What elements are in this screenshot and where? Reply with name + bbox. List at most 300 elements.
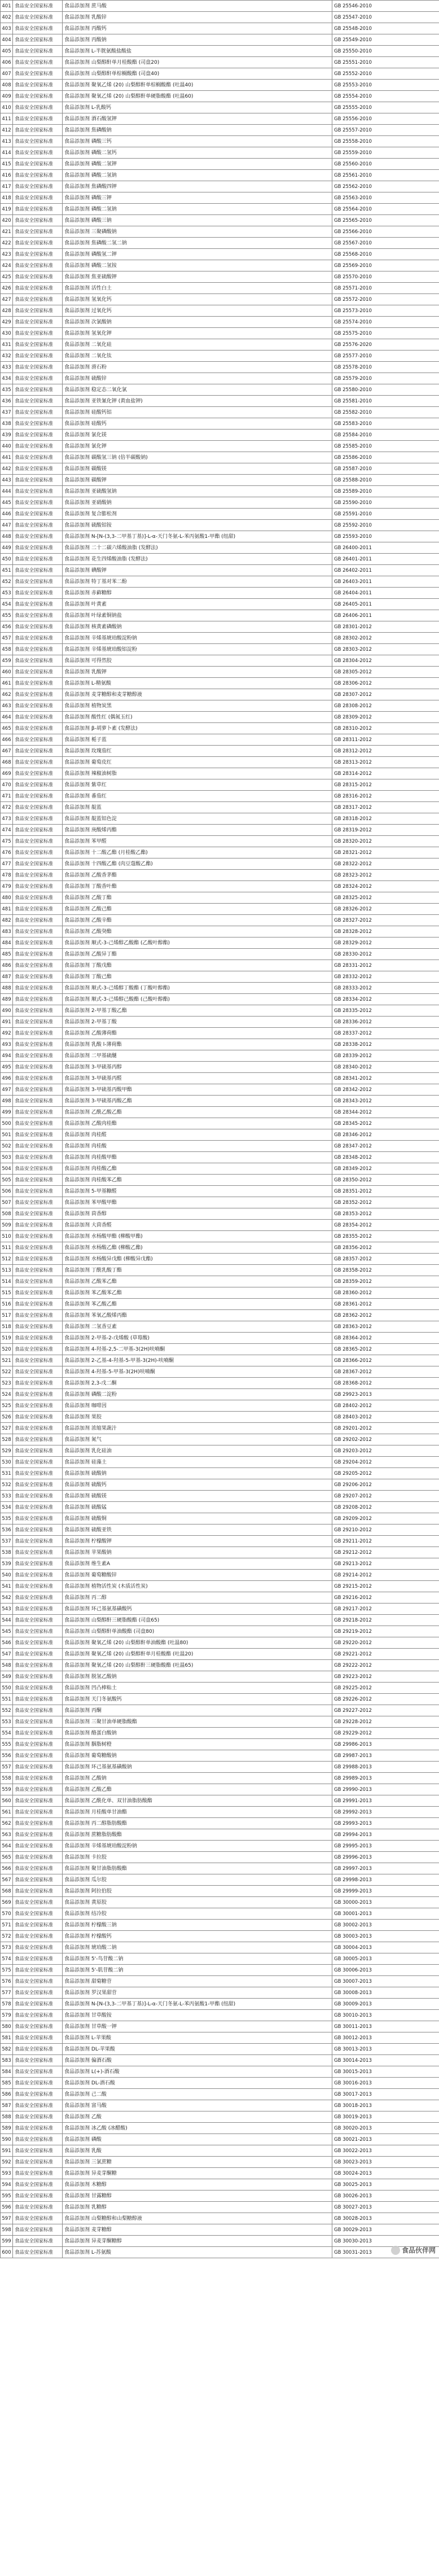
name-prefix: 食品添加剂	[64, 1470, 90, 1477]
table-row	[1, 1118, 439, 1129]
table-row	[1, 1841, 439, 1852]
additive-name: 聚氧乙烯 (20) 山梨醇酐单月桂酸酯 (吐温20)	[91, 1651, 194, 1657]
table-row	[1, 2179, 439, 2191]
name-prefix: 食品添加剂	[64, 2114, 90, 2120]
name-prefix: 食品添加剂	[64, 1617, 90, 1623]
additive-name: 肉桂酸甲酯	[91, 1154, 117, 1160]
row-number: 479	[1, 881, 13, 892]
standard-code: GB 28307-2012	[332, 689, 439, 700]
watermark-text: 食品伙伴网	[401, 2246, 436, 2254]
table-row	[1, 757, 439, 768]
table-row	[1, 1310, 439, 1321]
standard-name	[63, 2032, 332, 2044]
additive-name: 4-羟基-5-甲基-3(2H)呋喃酮	[91, 1369, 155, 1375]
table-row	[1, 1762, 439, 1773]
table-row	[1, 1073, 439, 1084]
table-row	[1, 960, 439, 971]
additive-name: 葡萄糖酸锌	[91, 1572, 117, 1578]
standard-name	[63, 531, 332, 542]
row-number: 489	[1, 994, 13, 1005]
standard-name	[63, 1863, 332, 1874]
standard-name	[63, 1852, 332, 1863]
standard-name	[63, 283, 332, 294]
name-prefix: 食品添加剂	[64, 646, 90, 652]
additive-name: β-胡萝卜素 (发酵法)	[91, 725, 138, 731]
standard-code: GB 28303-2012	[332, 644, 439, 655]
row-number: 584	[1, 2066, 13, 2078]
standard-name	[63, 2168, 332, 2179]
standard-name	[63, 373, 332, 384]
standard-category: 食品安全国家标准	[13, 1378, 63, 1389]
name-prefix: 食品添加剂	[64, 319, 90, 325]
standard-name	[63, 983, 332, 994]
table-row	[1, 1208, 439, 1220]
table-row	[1, 1378, 439, 1389]
standard-category: 食品安全国家标准	[13, 351, 63, 362]
standard-name	[63, 1581, 332, 1592]
standard-category: 食品安全国家标准	[13, 1829, 63, 1841]
name-prefix: 食品添加剂	[64, 1222, 90, 1228]
additive-name: 葡萄皮红	[91, 759, 112, 765]
row-number: 425	[1, 271, 13, 283]
standard-name	[63, 91, 332, 102]
table-row	[1, 1671, 439, 1683]
additive-name: 丙酸钙	[91, 25, 107, 32]
table-row	[1, 1513, 439, 1524]
name-prefix: 食品添加剂	[64, 217, 90, 224]
row-number: 552	[1, 1705, 13, 1716]
additive-name: 乳糖醇	[91, 2204, 107, 2210]
row-number: 404	[1, 34, 13, 46]
table-row	[1, 102, 439, 113]
row-number: 599	[1, 2236, 13, 2247]
name-prefix: 食品添加剂	[64, 1278, 90, 1285]
standard-name	[63, 80, 332, 91]
standard-category: 食品安全国家标准	[13, 1084, 63, 1096]
table-row	[1, 1750, 439, 1762]
table-row	[1, 644, 439, 655]
table-row	[1, 2191, 439, 2202]
row-number: 437	[1, 407, 13, 418]
additive-name: 硫酸钠	[91, 1470, 107, 1477]
table-row	[1, 588, 439, 599]
row-number: 424	[1, 260, 13, 271]
standard-category: 食品安全国家标准	[13, 463, 63, 475]
row-number: 490	[1, 1005, 13, 1017]
row-number: 480	[1, 892, 13, 904]
row-number: 450	[1, 554, 13, 565]
name-prefix: 食品添加剂	[64, 1504, 90, 1510]
row-number: 537	[1, 1536, 13, 1547]
row-number: 412	[1, 125, 13, 136]
additive-name: 2-甲基丁酸	[91, 1019, 117, 1025]
additive-name: 乙酸癸酯	[91, 928, 112, 935]
name-prefix: 食品添加剂	[64, 579, 90, 585]
standard-name	[63, 1942, 332, 1953]
additive-name: 焦磷酸钠	[91, 127, 112, 133]
standard-code: GB 29993-2013	[332, 1818, 439, 1829]
standard-code: GB 26406-2011	[332, 610, 439, 621]
additive-name: 咖啡因	[91, 1403, 107, 1409]
table-row	[1, 1942, 439, 1953]
standard-code: GB 25548-2010	[332, 23, 439, 34]
standard-code: GB 30011-2013	[332, 2021, 439, 2032]
name-prefix: 食品添加剂	[64, 1267, 90, 1273]
additive-name: 冰乙酸 (冰醋酸)	[91, 2125, 128, 2131]
table-row	[1, 486, 439, 497]
additive-name: 过氧化钙	[91, 308, 112, 314]
name-prefix: 食品添加剂	[64, 2125, 90, 2131]
name-prefix: 食品添加剂	[64, 296, 90, 303]
standard-name	[63, 125, 332, 136]
standard-code: GB 30027-2013	[332, 2202, 439, 2213]
additive-name: 十二酸乙酯 (月桂酸乙酯)	[91, 849, 148, 856]
standard-name	[63, 621, 332, 633]
standard-code: GB 25593-2010	[332, 531, 439, 542]
additive-name: 山梨糖醇和山梨糖醇液	[91, 2215, 142, 2222]
name-prefix: 食品添加剂	[64, 974, 90, 980]
table-row	[1, 633, 439, 644]
standard-category: 食品安全国家标准	[13, 1942, 63, 1953]
standard-code: GB 25590-2010	[332, 497, 439, 509]
row-number: 580	[1, 2021, 13, 2032]
additive-name: 月桂酸单甘油酯	[91, 1809, 127, 1815]
additive-name: 甘露糖醇	[91, 2193, 112, 2199]
standard-category: 食品安全国家标准	[13, 486, 63, 497]
standard-name	[63, 2213, 332, 2224]
standard-category: 食品安全国家标准	[13, 1886, 63, 1897]
row-number: 442	[1, 463, 13, 475]
name-prefix: 食品添加剂	[64, 1730, 90, 1736]
additive-name: 丙二醇脂肪酸酯	[91, 1820, 127, 1826]
row-number: 558	[1, 1773, 13, 1784]
standard-category: 食品安全国家标准	[13, 226, 63, 238]
additive-name: N-[N-(3,3-二甲基丁基)]-L-α-天门冬氨-L-苯丙氨酸1-甲酯 (纽甜)	[91, 533, 236, 540]
additive-name: 乙酰化单、双甘油脂肪酸酯	[91, 1798, 152, 1804]
standard-category: 食品安全国家标准	[13, 1863, 63, 1874]
watermark-icon	[391, 2246, 400, 2255]
standard-category: 食品安全国家标准	[13, 2078, 63, 2089]
row-number: 536	[1, 1524, 13, 1536]
standard-code: GB 25570-2010	[332, 271, 439, 283]
name-prefix: 食品添加剂	[64, 274, 90, 280]
standard-code: GB 28325-2012	[332, 892, 439, 904]
additive-name: 靛蓝铝色淀	[91, 816, 117, 822]
additive-name: 丁酰乳酸丁酯	[91, 1267, 122, 1273]
row-number: 432	[1, 351, 13, 362]
row-number: 540	[1, 1570, 13, 1581]
additive-name: 3-甲硫基丙酸甲酯	[91, 1087, 132, 1093]
standard-code: GB 28333-2012	[332, 983, 439, 994]
standard-category: 食品安全国家标准	[13, 610, 63, 621]
row-number: 496	[1, 1073, 13, 1084]
standard-category: 食品安全国家标准	[13, 904, 63, 915]
table-row	[1, 1592, 439, 1604]
name-prefix: 食品添加剂	[64, 25, 90, 32]
table-row	[1, 305, 439, 317]
standard-category: 食品安全国家标准	[13, 260, 63, 271]
additive-name: 二氧化硅	[91, 341, 112, 348]
table-row	[1, 2134, 439, 2145]
standard-name	[63, 825, 332, 836]
standard-name	[63, 655, 332, 667]
row-number: 457	[1, 633, 13, 644]
additive-name: 亚硝酸钠	[91, 500, 112, 506]
standard-code: GB 26400-2011	[332, 542, 439, 554]
standard-name	[63, 1265, 332, 1276]
standard-category: 食品安全国家标准	[13, 1039, 63, 1050]
additive-name: 磷酸二氢钙	[91, 150, 117, 156]
standard-category: 食品安全国家标准	[13, 1355, 63, 1366]
additive-name: 硅藻土	[91, 1459, 107, 1465]
name-prefix: 食品添加剂	[64, 2023, 90, 2030]
standard-name	[63, 1649, 332, 1660]
standard-category: 食品安全国家标准	[13, 1321, 63, 1333]
additive-name: 亚铁氰化钾 (黄血盐钾)	[91, 398, 143, 404]
row-number: 464	[1, 712, 13, 723]
name-prefix: 食品添加剂	[64, 251, 90, 257]
standard-category: 食品安全国家标准	[13, 497, 63, 509]
standard-category: 食品安全国家标准	[13, 2044, 63, 2055]
additive-name: 苯甲醛	[91, 838, 107, 844]
standard-category: 食品安全国家标准	[13, 1728, 63, 1739]
standard-code: GB 25589-2010	[332, 486, 439, 497]
standard-name	[63, 1175, 332, 1186]
row-number: 402	[1, 12, 13, 23]
name-prefix: 食品添加剂	[64, 680, 90, 686]
standard-category: 食品安全国家标准	[13, 1716, 63, 1728]
name-prefix: 食品添加剂	[64, 2091, 90, 2097]
name-prefix: 食品添加剂	[64, 2204, 90, 2210]
standard-category: 食品安全国家标准	[13, 2123, 63, 2134]
standard-category: 食品安全国家标准	[13, 328, 63, 339]
name-prefix: 食品添加剂	[64, 364, 90, 370]
additive-name: 罗汉果甜苷	[91, 1990, 117, 1996]
standard-name	[63, 384, 332, 396]
additive-name: 山梨醇酐单油酸酯 (司盘80)	[91, 1628, 155, 1635]
additive-name: 茴香醇	[91, 1211, 107, 1217]
additive-name: L(+)-酒石酸	[91, 2069, 120, 2075]
name-prefix: 食品添加剂	[64, 612, 90, 619]
table-row	[1, 847, 439, 858]
additive-name: 甜菊糖苷	[91, 1978, 112, 1984]
standard-category: 食品安全国家标准	[13, 2032, 63, 2044]
additive-name: 甘草酸铵	[91, 2012, 112, 2018]
table-row	[1, 1637, 439, 1649]
standard-name	[63, 1987, 332, 1999]
name-prefix: 食品添加剂	[64, 1030, 90, 1036]
table-row	[1, 294, 439, 305]
standard-category: 食品安全国家标准	[13, 1897, 63, 1908]
standard-name	[63, 1073, 332, 1084]
additive-name: 乳酸	[91, 2148, 102, 2154]
table-row	[1, 12, 439, 23]
standard-category: 食品安全国家标准	[13, 317, 63, 328]
row-number: 497	[1, 1084, 13, 1096]
row-number: 469	[1, 768, 13, 779]
additive-name: 磷酸二淀粉	[91, 1391, 117, 1397]
standard-code: GB 30023-2013	[332, 2157, 439, 2168]
standard-category: 食品安全国家标准	[13, 1807, 63, 1818]
additive-name: 酸性红 (偶氮玉红)	[91, 714, 133, 720]
additive-name: 叶黄素	[91, 601, 107, 607]
row-number: 502	[1, 1141, 13, 1152]
standard-name	[63, 1400, 332, 1412]
standard-name	[63, 147, 332, 159]
standard-code: GB 25571-2010	[332, 283, 439, 294]
standard-category: 食品安全国家标准	[13, 1197, 63, 1208]
additive-name: L-精氨酸	[91, 680, 111, 686]
standard-name	[63, 1423, 332, 1434]
row-number: 440	[1, 441, 13, 452]
row-number: 407	[1, 68, 13, 80]
standard-name	[63, 1502, 332, 1513]
standard-category: 食品安全国家标准	[13, 1208, 63, 1220]
standard-name	[63, 2224, 332, 2236]
standard-category: 食品安全国家标准	[13, 1750, 63, 1762]
table-row	[1, 904, 439, 915]
standard-code: GB 29209-2012	[332, 1513, 439, 1524]
standard-name	[63, 34, 332, 46]
table-row	[1, 1570, 439, 1581]
standard-code: GB 29221-2012	[332, 1649, 439, 1660]
standard-category: 食品安全国家标准	[13, 779, 63, 791]
standard-code: GB 25555-2010	[332, 102, 439, 113]
table-row	[1, 2078, 439, 2089]
additive-name: L-乳酸钙	[91, 104, 111, 111]
standard-category: 食品安全国家标准	[13, 1660, 63, 1671]
standard-code: GB 29996-2013	[332, 1852, 439, 1863]
standard-name	[63, 305, 332, 317]
standard-category: 食品安全国家标准	[13, 1841, 63, 1852]
standard-code: GB 28334-2012	[332, 994, 439, 1005]
row-number: 559	[1, 1784, 13, 1795]
table-row	[1, 1604, 439, 1615]
table-row	[1, 1694, 439, 1705]
standard-category: 食品安全国家标准	[13, 983, 63, 994]
standard-category: 食品安全国家标准	[13, 892, 63, 904]
standard-category: 食品安全国家标准	[13, 1953, 63, 1965]
additive-name: 顺式-3-己烯醇己酸酯 (己酸叶醇酯)	[91, 996, 170, 1002]
table-row	[1, 1931, 439, 1942]
standard-code: GB 28318-2012	[332, 813, 439, 825]
row-number: 481	[1, 904, 13, 915]
standard-category: 食品安全国家标准	[13, 2179, 63, 2191]
additive-name: 4-羟基-2,5-二甲基-3(2H)呋喃酮	[91, 1346, 165, 1352]
row-number: 458	[1, 644, 13, 655]
standard-code: GB 28341-2012	[332, 1073, 439, 1084]
additive-name: 玫瑰茄红	[91, 748, 112, 754]
table-row	[1, 825, 439, 836]
name-prefix: 食品添加剂	[64, 1933, 90, 1939]
standard-code: GB 28309-2012	[332, 712, 439, 723]
standard-name	[63, 813, 332, 825]
standard-code: GB 29988-2013	[332, 1762, 439, 1773]
table-row	[1, 689, 439, 700]
standard-code: GB 29992-2013	[332, 1807, 439, 1818]
name-prefix: 食品添加剂	[64, 996, 90, 1002]
table-row	[1, 328, 439, 339]
standard-name	[63, 1558, 332, 1570]
table-row	[1, 915, 439, 926]
table-row	[1, 170, 439, 181]
table-row	[1, 1152, 439, 1163]
table-row	[1, 520, 439, 531]
row-number: 468	[1, 757, 13, 768]
standard-code: GB 29986-2013	[332, 1739, 439, 1750]
standard-name	[63, 757, 332, 768]
standard-name	[63, 1874, 332, 1886]
row-number: 525	[1, 1400, 13, 1412]
additive-name: 活性白土	[91, 285, 112, 291]
name-prefix: 食品添加剂	[64, 432, 90, 438]
table-row	[1, 1423, 439, 1434]
standard-name	[63, 1897, 332, 1908]
name-prefix: 食品添加剂	[64, 161, 90, 167]
table-row	[1, 813, 439, 825]
standard-category: 食品安全国家标准	[13, 1254, 63, 1265]
standard-name	[63, 1310, 332, 1321]
row-number: 488	[1, 983, 13, 994]
standard-category: 食品安全国家标准	[13, 1445, 63, 1457]
row-number: 516	[1, 1299, 13, 1310]
standard-code: GB 26404-2011	[332, 588, 439, 599]
standard-category: 食品安全国家标准	[13, 2168, 63, 2179]
name-prefix: 食品添加剂	[64, 285, 90, 291]
table-row	[1, 2145, 439, 2157]
name-prefix: 食品添加剂	[64, 1098, 90, 1104]
standard-name	[63, 1750, 332, 1762]
additive-name: 水杨酸甲酯 (柳酸甲酯)	[91, 1233, 143, 1239]
standard-category: 食品安全国家标准	[13, 283, 63, 294]
row-number: 421	[1, 226, 13, 238]
additive-name: 肉桂酸乙酯	[91, 1166, 117, 1172]
standard-name	[63, 1321, 332, 1333]
additive-name: 肉桂酸	[91, 1143, 107, 1149]
name-prefix: 食品添加剂	[64, 816, 90, 822]
name-prefix: 食品添加剂	[64, 1640, 90, 1646]
standard-category: 食品安全国家标准	[13, 1976, 63, 1987]
standard-name	[63, 746, 332, 757]
table-row	[1, 80, 439, 91]
standard-name	[63, 1254, 332, 1265]
standard-code: GB 30006-2013	[332, 1965, 439, 1976]
name-prefix: 食品添加剂	[64, 1820, 90, 1826]
additive-name: 碳酸氢三钠 (倍半碳酸钠)	[91, 454, 148, 461]
standard-name	[63, 2100, 332, 2111]
name-prefix: 食品添加剂	[64, 341, 90, 348]
additive-name: 番茄红	[91, 793, 107, 799]
row-number: 588	[1, 2111, 13, 2123]
row-number: 423	[1, 249, 13, 260]
standard-category: 食品安全国家标准	[13, 34, 63, 46]
standard-name	[63, 915, 332, 926]
standard-category: 食品安全国家标准	[13, 1784, 63, 1795]
name-prefix: 食品添加剂	[64, 2170, 90, 2176]
standard-category: 食品安全国家标准	[13, 1581, 63, 1592]
table-row	[1, 1626, 439, 1637]
additive-name: 磷酸二氢钠	[91, 206, 117, 212]
name-prefix: 食品添加剂	[64, 669, 90, 675]
standard-category: 食品安全国家标准	[13, 181, 63, 192]
standard-name	[63, 1592, 332, 1604]
standard-code: GB 28403-2012	[332, 1412, 439, 1423]
name-prefix: 食品添加剂	[64, 1064, 90, 1070]
standard-code: GB 30000-2013	[332, 1897, 439, 1908]
standards-table-body	[1, 1, 439, 2258]
name-prefix: 食品添加剂	[64, 2069, 90, 2075]
table-row	[1, 1829, 439, 1841]
